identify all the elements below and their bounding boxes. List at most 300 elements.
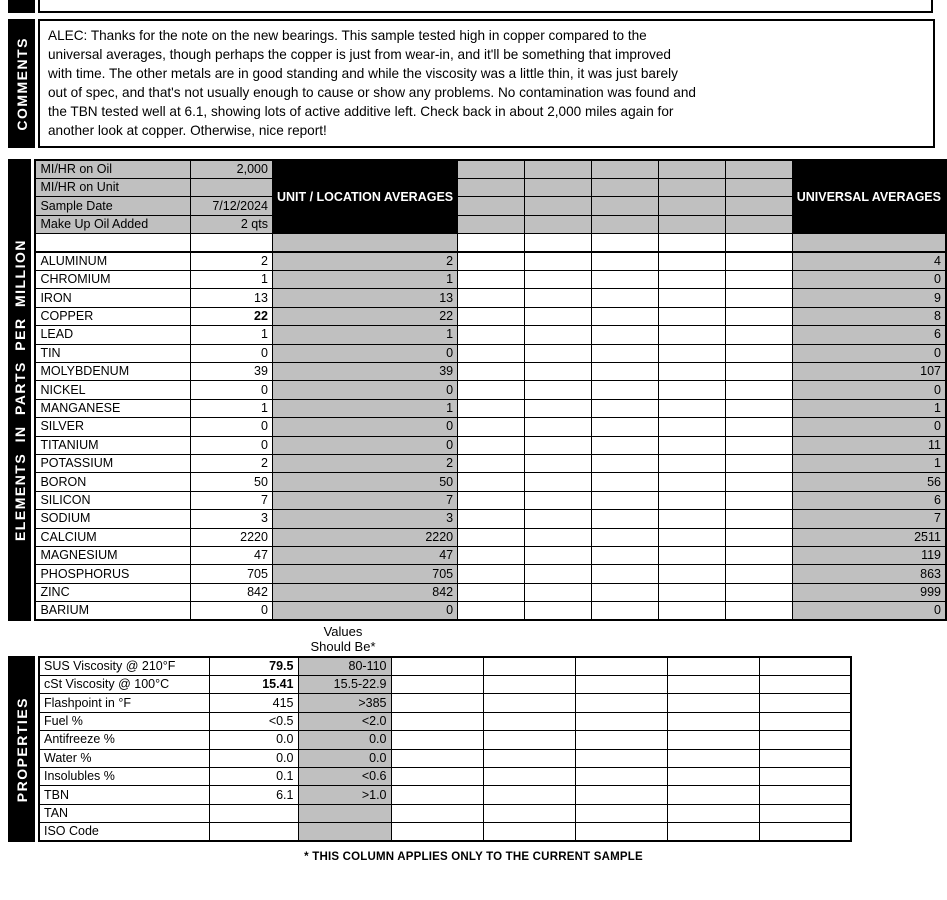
empty-cell <box>658 436 725 454</box>
empty-cell <box>525 399 592 417</box>
element-universal-avg: 0 <box>792 602 946 621</box>
empty-cell <box>667 823 759 842</box>
header-value: 2 qts <box>190 215 272 233</box>
elements-table <box>34 159 947 621</box>
empty-cell <box>725 602 792 621</box>
empty-cell <box>591 510 658 528</box>
empty-cell <box>759 657 851 676</box>
element-universal-avg: 9 <box>792 289 946 307</box>
table-row <box>35 565 946 583</box>
empty-cell <box>483 676 575 694</box>
element-universal-avg: 2511 <box>792 528 946 546</box>
empty-cell <box>458 252 525 271</box>
empty-cell <box>458 546 525 564</box>
empty-cell <box>591 289 658 307</box>
comment-line: another look at copper. Otherwise, nice report! <box>48 123 327 138</box>
empty-cell <box>525 418 592 436</box>
empty-cell <box>525 160 592 179</box>
elements-sidebar <box>8 159 31 621</box>
property-should-be <box>298 804 391 822</box>
empty-cell <box>525 197 592 215</box>
empty-cell <box>759 712 851 730</box>
element-universal-avg: 1 <box>792 399 946 417</box>
empty-cell <box>667 712 759 730</box>
empty-cell <box>658 565 725 583</box>
empty-cell <box>725 344 792 362</box>
table-row <box>35 399 946 417</box>
header-value: 7/12/2024 <box>190 197 272 215</box>
element-universal-avg: 4 <box>792 252 946 271</box>
empty-cell <box>725 197 792 215</box>
empty-cell <box>458 234 525 252</box>
empty-cell <box>591 381 658 399</box>
header-value: 2,000 <box>190 160 272 179</box>
element-label: ALUMINUM <box>35 252 190 271</box>
property-label: Antifreeze % <box>39 731 209 749</box>
empty-cell <box>525 583 592 601</box>
empty-cell <box>591 197 658 215</box>
empty-cell <box>591 234 658 252</box>
empty-cell <box>525 546 592 564</box>
empty-cell <box>725 528 792 546</box>
header-label: Sample Date <box>35 197 190 215</box>
property-label: Insolubles % <box>39 768 209 786</box>
empty-cell <box>391 786 483 804</box>
empty-cell <box>725 160 792 179</box>
empty-cell <box>391 768 483 786</box>
comments-text <box>48 26 925 140</box>
element-value: 39 <box>190 363 272 381</box>
element-value: 0 <box>190 418 272 436</box>
property-should-be: >1.0 <box>298 786 391 804</box>
empty-cell <box>391 731 483 749</box>
property-value: 79.5 <box>209 657 298 676</box>
empty-cell <box>391 657 483 676</box>
empty-cell <box>575 731 667 749</box>
empty-cell <box>458 344 525 362</box>
empty-cell <box>667 657 759 676</box>
empty-cell <box>658 289 725 307</box>
property-should-be <box>298 823 391 842</box>
empty-cell <box>458 307 525 325</box>
empty-cell <box>725 234 792 252</box>
table-row <box>35 491 946 509</box>
empty-cell <box>725 381 792 399</box>
header-label: Make Up Oil Added <box>35 215 190 233</box>
element-label: MANGANESE <box>35 399 190 417</box>
empty-cell <box>575 749 667 767</box>
empty-cell <box>591 326 658 344</box>
empty-cell <box>483 768 575 786</box>
table-row <box>35 326 946 344</box>
element-universal-avg: 6 <box>792 326 946 344</box>
element-unit-avg: 0 <box>272 344 457 362</box>
empty-cell <box>759 694 851 712</box>
empty-cell <box>483 749 575 767</box>
property-label: TBN <box>39 786 209 804</box>
element-value: 47 <box>190 546 272 564</box>
element-label: MOLYBDENUM <box>35 363 190 381</box>
element-unit-avg: 2 <box>272 252 457 271</box>
empty-cell <box>458 326 525 344</box>
empty-cell <box>483 657 575 676</box>
comment-line: universal averages, though perhaps the copper is just from wear-in, and it'll be something that improved <box>48 47 671 62</box>
element-value: 2 <box>190 252 272 271</box>
element-label: BARIUM <box>35 602 190 621</box>
property-value <box>209 823 298 842</box>
empty-cell <box>658 491 725 509</box>
empty-cell <box>458 197 525 215</box>
empty-cell <box>525 510 592 528</box>
element-value: 13 <box>190 289 272 307</box>
empty-cell <box>458 565 525 583</box>
element-value: 842 <box>190 583 272 601</box>
element-universal-avg: 0 <box>792 271 946 289</box>
table-row <box>39 804 851 822</box>
comment-line: ALEC: Thanks for the note on the new bearings. This sample tested high in copper compared to the <box>48 28 647 43</box>
empty-cell <box>725 436 792 454</box>
empty-cell <box>458 160 525 179</box>
element-universal-avg: 999 <box>792 583 946 601</box>
property-value: 0.0 <box>209 749 298 767</box>
element-universal-avg: 6 <box>792 491 946 509</box>
empty-cell <box>591 454 658 472</box>
empty-cell <box>525 381 592 399</box>
element-universal-avg: 107 <box>792 363 946 381</box>
properties-sidebar <box>8 656 35 842</box>
table-row <box>35 418 946 436</box>
empty-cell <box>525 252 592 271</box>
element-label: IRON <box>35 289 190 307</box>
empty-cell <box>391 749 483 767</box>
element-label: NICKEL <box>35 381 190 399</box>
table-row <box>39 657 851 676</box>
empty-cell <box>591 546 658 564</box>
property-value: 6.1 <box>209 786 298 804</box>
empty-cell <box>658 473 725 491</box>
table-row <box>35 363 946 381</box>
blank-universal-avg <box>792 234 946 252</box>
element-universal-avg: 1 <box>792 454 946 472</box>
element-label: TITANIUM <box>35 436 190 454</box>
empty-cell <box>458 602 525 621</box>
empty-cell <box>591 528 658 546</box>
empty-cell <box>658 160 725 179</box>
element-unit-avg: 47 <box>272 546 457 564</box>
property-label: ISO Code <box>39 823 209 842</box>
element-value: 7 <box>190 491 272 509</box>
empty-cell <box>658 602 725 621</box>
property-label: cSt Viscosity @ 100°C <box>39 676 209 694</box>
empty-cell <box>575 676 667 694</box>
empty-cell <box>725 418 792 436</box>
unit-location-averages-header: UNIT / LOCATION AVERAGES <box>272 160 457 234</box>
blank-label <box>35 234 190 252</box>
table-row <box>39 749 851 767</box>
properties-table <box>38 656 852 842</box>
element-unit-avg: 7 <box>272 491 457 509</box>
table-row <box>35 381 946 399</box>
empty-cell <box>591 271 658 289</box>
element-unit-avg: 1 <box>272 399 457 417</box>
empty-cell <box>667 804 759 822</box>
empty-cell <box>525 363 592 381</box>
empty-cell <box>483 804 575 822</box>
element-value: 705 <box>190 565 272 583</box>
element-value: 22 <box>190 307 272 325</box>
empty-cell <box>525 436 592 454</box>
empty-cell <box>759 731 851 749</box>
empty-cell <box>591 215 658 233</box>
empty-cell <box>725 271 792 289</box>
element-universal-avg: 0 <box>792 344 946 362</box>
empty-cell <box>458 583 525 601</box>
empty-cell <box>525 602 592 621</box>
empty-cell <box>591 179 658 197</box>
empty-cell <box>658 528 725 546</box>
empty-cell <box>759 676 851 694</box>
previous-section-sidebar <box>8 0 35 13</box>
empty-cell <box>725 473 792 491</box>
empty-cell <box>483 786 575 804</box>
footnote: * THIS COLUMN APPLIES ONLY TO THE CURRENT SAMPLE <box>304 851 643 864</box>
property-should-be: <0.6 <box>298 768 391 786</box>
empty-cell <box>525 289 592 307</box>
empty-cell <box>458 215 525 233</box>
element-label: TIN <box>35 344 190 362</box>
element-universal-avg: 863 <box>792 565 946 583</box>
property-value: <0.5 <box>209 712 298 730</box>
previous-section-remnant <box>8 0 947 13</box>
empty-cell <box>725 252 792 271</box>
property-label: SUS Viscosity @ 210°F <box>39 657 209 676</box>
element-label: SILVER <box>35 418 190 436</box>
elements-sidebar-label: ELEMENTS IN PARTS PER MILLION <box>11 239 28 542</box>
comment-line: out of spec, and that's not usually enough to cause or show any problems. No contamination was found and <box>48 85 696 100</box>
empty-cell <box>725 491 792 509</box>
property-should-be: 80-110 <box>298 657 391 676</box>
empty-cell <box>658 197 725 215</box>
table-row <box>35 160 946 179</box>
empty-cell <box>658 344 725 362</box>
property-value: 15.41 <box>209 676 298 694</box>
universal-averages-header: UNIVERSAL AVERAGES <box>792 160 946 234</box>
empty-cell <box>525 234 592 252</box>
empty-cell <box>658 252 725 271</box>
table-row <box>39 712 851 730</box>
empty-cell <box>483 712 575 730</box>
table-row <box>35 510 946 528</box>
element-label: MAGNESIUM <box>35 546 190 564</box>
table-row <box>35 602 946 621</box>
empty-cell <box>658 399 725 417</box>
empty-cell <box>658 381 725 399</box>
header-label: MI/HR on Oil <box>35 160 190 179</box>
element-unit-avg: 0 <box>272 436 457 454</box>
table-row <box>39 694 851 712</box>
element-value: 1 <box>190 399 272 417</box>
element-label: COPPER <box>35 307 190 325</box>
empty-cell <box>667 731 759 749</box>
comments-box <box>38 19 935 148</box>
table-row <box>35 289 946 307</box>
empty-cell <box>391 712 483 730</box>
element-universal-avg: 0 <box>792 418 946 436</box>
empty-cell <box>591 583 658 601</box>
empty-cell <box>658 326 725 344</box>
empty-cell <box>575 804 667 822</box>
empty-cell <box>658 307 725 325</box>
values-should-be-line2: Should Be* <box>310 639 376 655</box>
empty-cell <box>525 528 592 546</box>
empty-cell <box>759 786 851 804</box>
empty-cell <box>667 694 759 712</box>
property-value: 0.0 <box>209 731 298 749</box>
element-label: CALCIUM <box>35 528 190 546</box>
empty-cell <box>591 344 658 362</box>
empty-cell <box>525 565 592 583</box>
element-unit-avg: 0 <box>272 602 457 621</box>
element-unit-avg: 1 <box>272 326 457 344</box>
property-value: 0.1 <box>209 768 298 786</box>
empty-cell <box>725 307 792 325</box>
empty-cell <box>658 583 725 601</box>
empty-cell <box>725 510 792 528</box>
element-value: 0 <box>190 381 272 399</box>
empty-cell <box>591 602 658 621</box>
empty-cell <box>667 749 759 767</box>
empty-cell <box>725 565 792 583</box>
blank-value <box>190 234 272 252</box>
empty-cell <box>725 363 792 381</box>
empty-cell <box>391 804 483 822</box>
table-row <box>35 307 946 325</box>
element-universal-avg: 11 <box>792 436 946 454</box>
empty-cell <box>458 381 525 399</box>
property-should-be: 15.5-22.9 <box>298 676 391 694</box>
empty-cell <box>759 823 851 842</box>
element-label: SILICON <box>35 491 190 509</box>
empty-cell <box>391 823 483 842</box>
property-should-be: 0.0 <box>298 749 391 767</box>
property-label: Fuel % <box>39 712 209 730</box>
empty-cell <box>759 804 851 822</box>
empty-cell <box>658 363 725 381</box>
element-unit-avg: 50 <box>272 473 457 491</box>
empty-cell <box>575 694 667 712</box>
header-label: MI/HR on Unit <box>35 179 190 197</box>
element-label: CHROMIUM <box>35 271 190 289</box>
element-value: 3 <box>190 510 272 528</box>
empty-cell <box>725 546 792 564</box>
element-universal-avg: 56 <box>792 473 946 491</box>
element-unit-avg: 0 <box>272 418 457 436</box>
element-unit-avg: 3 <box>272 510 457 528</box>
empty-cell <box>667 786 759 804</box>
element-value: 2 <box>190 454 272 472</box>
empty-cell <box>525 491 592 509</box>
property-value: 415 <box>209 694 298 712</box>
empty-cell <box>458 418 525 436</box>
empty-cell <box>458 363 525 381</box>
table-row <box>39 731 851 749</box>
element-value: 50 <box>190 473 272 491</box>
elements-section <box>8 159 947 621</box>
empty-cell <box>725 326 792 344</box>
empty-cell <box>458 271 525 289</box>
empty-cell <box>525 307 592 325</box>
empty-cell <box>591 252 658 271</box>
empty-cell <box>658 454 725 472</box>
table-row <box>35 271 946 289</box>
empty-cell <box>391 676 483 694</box>
property-label: TAN <box>39 804 209 822</box>
comments-sidebar <box>8 19 35 148</box>
element-unit-avg: 842 <box>272 583 457 601</box>
blank-unit-avg <box>272 234 457 252</box>
element-value: 0 <box>190 602 272 621</box>
empty-cell <box>575 786 667 804</box>
element-value: 0 <box>190 436 272 454</box>
values-should-be-line1: Values <box>323 624 363 640</box>
empty-cell <box>458 473 525 491</box>
table-row <box>39 823 851 842</box>
empty-cell <box>458 289 525 307</box>
empty-cell <box>667 768 759 786</box>
comments-sidebar-label: COMMENTS <box>13 36 30 131</box>
properties-sidebar-label: PROPERTIES <box>13 696 30 802</box>
empty-cell <box>591 436 658 454</box>
element-value: 1 <box>190 271 272 289</box>
empty-cell <box>458 179 525 197</box>
empty-cell <box>483 823 575 842</box>
empty-cell <box>575 768 667 786</box>
empty-cell <box>525 326 592 344</box>
empty-cell <box>591 307 658 325</box>
empty-cell <box>575 712 667 730</box>
element-label: POTASSIUM <box>35 454 190 472</box>
empty-cell <box>759 749 851 767</box>
element-label: BORON <box>35 473 190 491</box>
empty-cell <box>591 399 658 417</box>
empty-cell <box>725 289 792 307</box>
element-universal-avg: 119 <box>792 546 946 564</box>
empty-cell <box>525 271 592 289</box>
values-should-be-note <box>283 624 403 654</box>
empty-cell <box>525 215 592 233</box>
empty-cell <box>458 399 525 417</box>
previous-section-empty-row <box>38 0 933 13</box>
empty-cell <box>725 215 792 233</box>
empty-cell <box>525 344 592 362</box>
table-row-blank <box>35 234 946 252</box>
empty-cell <box>725 399 792 417</box>
comment-line: the TBN tested well at 6.1, showing lots of active additive left. Check back in about 2,000 miles again for <box>48 104 674 119</box>
element-universal-avg: 0 <box>792 381 946 399</box>
comment-line: with time. The other metals are in good standing and while the viscosity was a little thin, it was just barely <box>48 66 678 81</box>
table-row <box>39 768 851 786</box>
element-universal-avg: 8 <box>792 307 946 325</box>
empty-cell <box>591 565 658 583</box>
property-should-be: >385 <box>298 694 391 712</box>
empty-cell <box>658 510 725 528</box>
empty-cell <box>725 179 792 197</box>
empty-cell <box>591 160 658 179</box>
table-row <box>35 546 946 564</box>
empty-cell <box>658 546 725 564</box>
empty-cell <box>591 473 658 491</box>
empty-cell <box>759 768 851 786</box>
